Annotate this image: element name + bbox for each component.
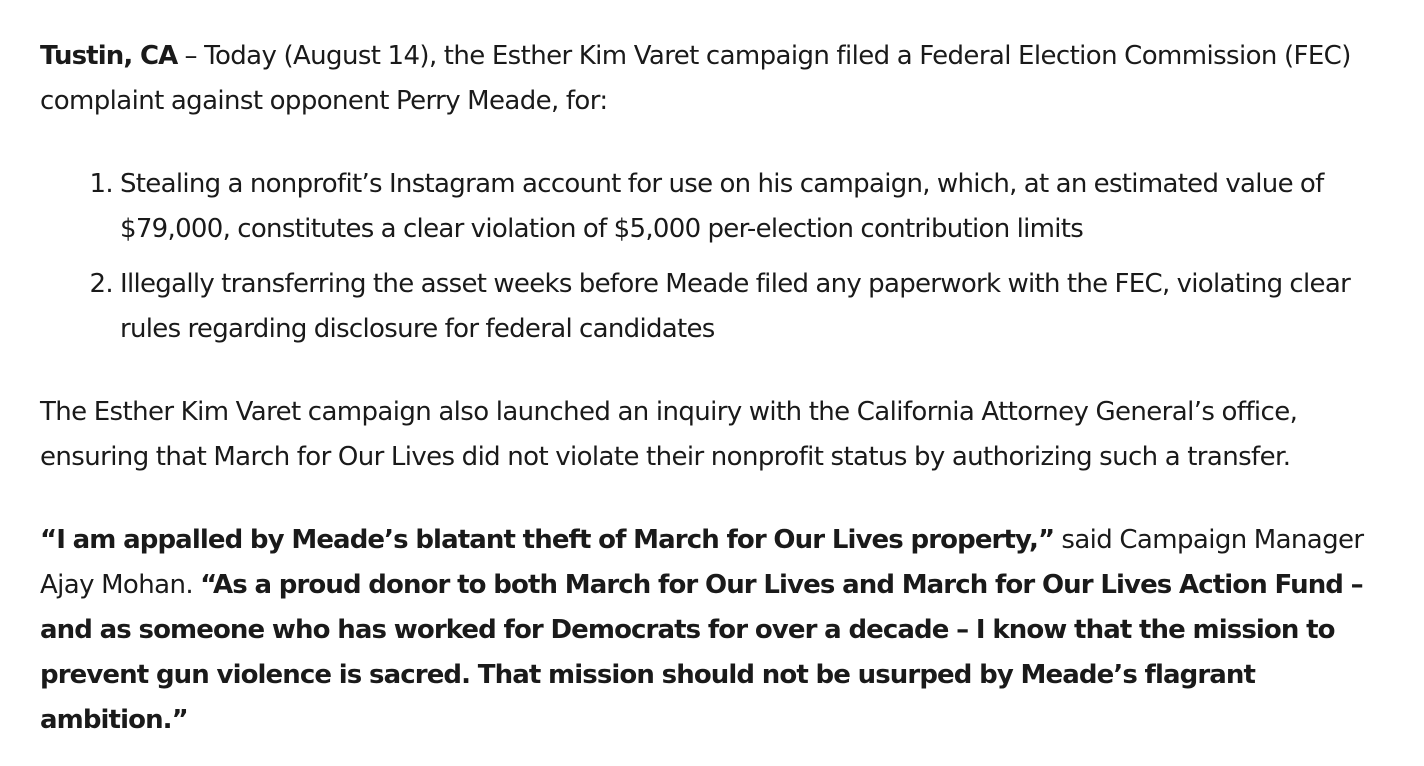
complaint-item: 2. Illegally transferring the asset weeks before Meade filed any paperwork with the FEC, violating clear rules regarding disclosure for federal candidates: [120, 262, 1396, 352]
quote-part-2: “As a proud donor to both March for Our Lives and March for Our Lives Action Fund – and as someone who has worked for Democrats for over a decade – I know that the mission to prevent gun violence is sacred. That mission should not be usurped by Meade’s flagrant ambition.”: [40, 570, 1363, 735]
complaint-list: [40, 162, 1396, 352]
inquiry-paragraph: The Esther Kim Varet campaign also launched an inquiry with the California Attorney General’s office, ensuring that March for Our Lives did not violate their nonprofit status by authorizing such a transfer.: [40, 397, 1298, 472]
intro-paragraph: [40, 34, 1396, 124]
intro-text: – Today (August 14), the Esther Kim Varet campaign filed a Federal Election Commission (FEC) complaint against opponent Perry Meade, for:: [40, 41, 1351, 116]
complaint-item: 1. Stealing a nonprofit’s Instagram account for use on his campaign, which, at an estimated value of $79,000, constitutes a clear violation of $5,000 per-election contribution limits: [120, 162, 1396, 252]
quote-part-1: “I am appalled by Meade’s blatant theft of March for Our Lives property,”: [40, 525, 1055, 555]
dateline: Tustin, CA: [40, 41, 178, 71]
quote-attribution: said Campaign Manager Ajay Mohan.: [40, 525, 1364, 600]
quote-paragraph: [40, 518, 1396, 743]
